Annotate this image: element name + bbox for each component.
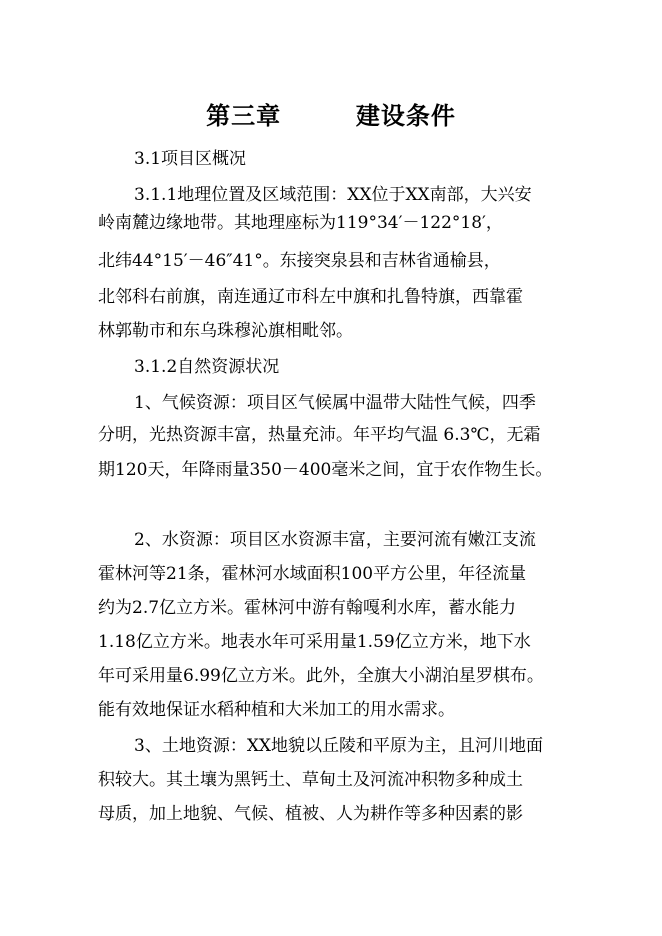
paragraph-line: 分明，光热资源丰富，热量充沛。年平均气温 6.3℃，无霜 xyxy=(98,425,541,445)
paragraph-line: 林郭勒市和东乌珠穆沁旗相毗邻。 xyxy=(98,321,353,341)
paragraph-line: 期120天，年降雨量350－400毫米之间，宜于农作物生长。 xyxy=(98,460,553,480)
paragraph-line: 北邻科右前旗，南连通辽市科左中旗和扎鲁特旗，西靠霍 xyxy=(98,287,523,307)
paragraph-line: 岭南麓边缘地带。其地理座标为119°34′－122°18′， xyxy=(98,213,503,233)
chapter-title: 第三章 建设条件 xyxy=(206,102,456,130)
paragraph-line: 3.1.1地理位置及区域范围：XX位于XX南部，大兴安 xyxy=(134,185,532,205)
paragraph-line: 1.18亿立方米。地表水年可采用量1.59亿立方米，地下水 xyxy=(98,632,531,652)
paragraph-line: 积较大。其土壤为黑钙土、草甸土及河流冲积物多种成土 xyxy=(98,770,523,790)
paragraph-line: 2、水资源：项目区水资源丰富，主要河流有嫩江支流 xyxy=(134,530,536,550)
paragraph-line: 霍林河等21条，霍林河水域面积100平方公里，年径流量 xyxy=(98,564,527,584)
section-heading-3-1: 3.1项目区概况 xyxy=(134,149,247,169)
paragraph-line: 约为2.7亿立方米。霍林河中游有翰嘎利水库，蓄水能力 xyxy=(98,598,517,618)
paragraph-line: 母质，加上地貌、气候、植被、人为耕作等多种因素的影 xyxy=(98,804,523,824)
paragraph-line: 1、气候资源：项目区气候属中温带大陆性气候，四季 xyxy=(134,393,536,413)
paragraph-line: 3、土地资源：XX地貌以丘陵和平原为主，且河川地面 xyxy=(134,736,544,756)
paragraph-line: 年可采用量6.99亿立方米。此外，全旗大小湖泊星罗棋布。 xyxy=(98,666,544,686)
section-heading-3-1-2: 3.1.2自然资源状况 xyxy=(134,357,280,377)
paragraph-line: 北纬44°15′－46″41°。东接突泉县和吉林省通榆县， xyxy=(98,251,501,271)
paragraph-line: 能有效地保证水稻种植和大米加工的用水需求。 xyxy=(98,700,455,720)
